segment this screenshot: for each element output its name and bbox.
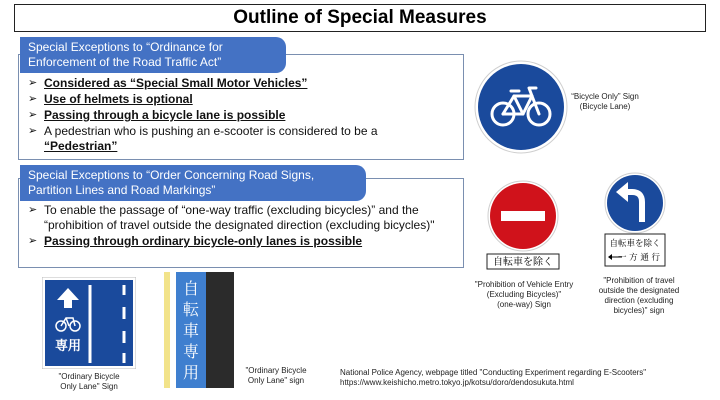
arrow-bullet-icon: ➢ bbox=[28, 93, 38, 105]
list-item: ➢ Considered as “Special Small Motor Vehicles” bbox=[28, 76, 308, 90]
list-item: ➢ Passing through a bicycle lane is possible bbox=[28, 108, 286, 122]
source-line1: National Police Agency, webpage titled "Conducting Experiment regarding E-Scooters" bbox=[340, 368, 647, 377]
section2-heading bbox=[20, 165, 366, 201]
designated-direction-sign bbox=[602, 172, 668, 268]
title-box bbox=[14, 4, 706, 32]
section1-heading-line1: Special Exceptions to “Ordinance for bbox=[28, 40, 223, 54]
section2-heading-line2: Partition Lines and Road Markings” bbox=[28, 183, 216, 197]
section2-heading-line1: Special Exceptions to “Order Concerning Road Signs, bbox=[28, 168, 315, 182]
section2-list bbox=[28, 203, 458, 250]
direction-plate-line2: 一 方 通 行 bbox=[617, 253, 661, 263]
section1-heading-line2: Enforcement of the Road Traffic Act” bbox=[28, 55, 222, 69]
road-marking-caption: "Ordinary Bicycle Only Lane" sign bbox=[245, 366, 307, 385]
no-entry-plate-text: 自転車を除く bbox=[493, 257, 553, 268]
blue-lane-surface bbox=[176, 272, 206, 388]
arrow-bullet-icon: ➢ bbox=[28, 125, 38, 137]
arrow-bullet-icon: ➢ bbox=[28, 109, 38, 121]
list-item: ➢ A pedestrian who is pushing an e-scooter is considered to be a “Pedestrian” bbox=[28, 124, 378, 153]
page-title: Outline of Special Measures bbox=[233, 7, 487, 28]
lane-sign-text: 専用 bbox=[54, 339, 82, 354]
bicycle-lane-sign bbox=[42, 277, 136, 369]
source-url: https://www.keishicho.metro.tokyo.jp/kotsu/doro/dendosukuta.html bbox=[340, 378, 574, 387]
source-note bbox=[340, 368, 646, 388]
direction-plate-line1: 自転車を除く bbox=[609, 239, 661, 249]
list-item: ➢ Passing through ordinary bicycle-only lanes is possible bbox=[28, 234, 363, 248]
lane-sign-caption: "Ordinary Bicycle Only Lane" Sign bbox=[58, 372, 120, 391]
asphalt-surface bbox=[206, 272, 234, 388]
arrow-bullet-icon: ➢ bbox=[28, 77, 38, 89]
arrow-bullet-icon: ➢ bbox=[28, 204, 38, 216]
bicycle-only-sign bbox=[474, 60, 568, 154]
no-entry-caption: "Prohibition of Vehicle Entry (Excluding Bicycles)" (one-way) Sign bbox=[474, 280, 574, 309]
section1-list bbox=[28, 76, 458, 155]
section1-heading bbox=[20, 37, 286, 73]
no-entry-sign bbox=[483, 180, 563, 270]
list-item: ➢ Use of helmets is optional bbox=[28, 92, 193, 106]
designated-direction-caption: "Prohibition of travel outside the designated direction (excluding bicycles)" sign bbox=[598, 276, 680, 315]
bicycle-only-caption: “Bicycle Only” Sign (Bicycle Lane) bbox=[571, 92, 639, 111]
road-marking-image bbox=[164, 272, 234, 388]
road-marking-text: 自 転 車 専 用 bbox=[182, 279, 199, 382]
arrow-bullet-icon: ➢ bbox=[28, 235, 38, 247]
list-item: ➢ To enable the passage of “one-way traffic (excluding bicycles)” and the “prohibition of travel outside the designated direction (excluding bicycles)" bbox=[28, 203, 435, 232]
